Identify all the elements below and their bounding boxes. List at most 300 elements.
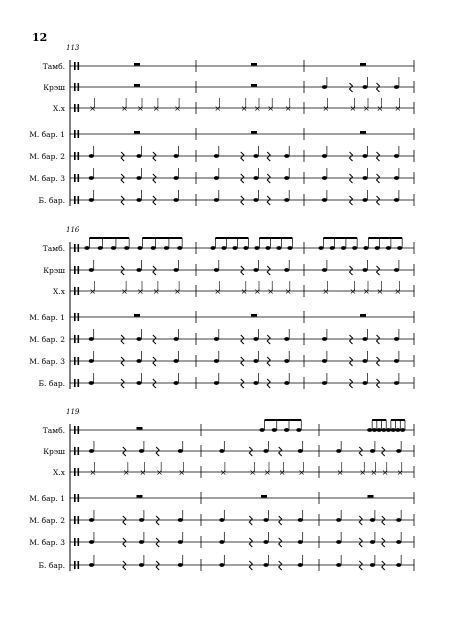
rest (377, 152, 380, 161)
percussion-clef (74, 468, 76, 476)
rest (267, 152, 270, 161)
rest (267, 266, 270, 275)
note-head (362, 85, 367, 89)
note-head (178, 540, 183, 544)
percussion-clef (74, 266, 76, 274)
x-note-head: × (240, 104, 248, 113)
rest (267, 357, 270, 366)
note-head (386, 428, 391, 432)
x-note-head: × (121, 104, 128, 113)
instrument-label: М. бар. 2 (29, 335, 65, 344)
rest (153, 335, 156, 344)
note-head (372, 428, 377, 432)
rest (359, 447, 362, 456)
rest (121, 335, 124, 344)
x-note-head: × (156, 468, 163, 477)
note-head (164, 246, 169, 250)
percussion-clef (74, 62, 76, 70)
x-note-head: × (376, 287, 384, 296)
rest (350, 196, 353, 205)
note-head (284, 154, 289, 158)
rest (123, 538, 126, 547)
note-beam (215, 237, 248, 239)
whole-rest (251, 131, 257, 134)
instrument-label: М. бар. 1 (29, 130, 65, 139)
percussion-clef (74, 196, 76, 204)
note-head (174, 381, 179, 385)
note-head (322, 268, 327, 272)
whole-rest (134, 314, 140, 317)
note-head (263, 540, 268, 544)
instrument-label: Х.х (53, 104, 65, 113)
note-head (214, 381, 219, 385)
note-head (362, 198, 367, 202)
note-head (391, 428, 396, 432)
note-head (287, 246, 292, 250)
note-head (394, 176, 399, 180)
note-head (341, 246, 346, 250)
instrument-label: М. бар. 1 (29, 494, 65, 503)
rest (377, 357, 380, 366)
instrument-label: Х.х (53, 287, 65, 296)
x-note-head: × (322, 287, 330, 296)
note-head (330, 246, 335, 250)
note-head (89, 337, 94, 341)
rest (249, 538, 252, 547)
note-head (265, 246, 270, 250)
note-beam (368, 237, 402, 239)
instrument-label: Крэш (43, 83, 65, 92)
rest (249, 516, 252, 525)
rest (156, 538, 159, 547)
note-head (394, 198, 399, 202)
x-note-head: × (394, 104, 402, 113)
note-head (396, 449, 401, 453)
note-head (352, 246, 357, 250)
rest (121, 196, 124, 205)
instrument-label: Х.х (53, 468, 65, 477)
measure-number: 113 (66, 44, 80, 52)
note-head (254, 246, 259, 250)
x-note-head: × (249, 468, 257, 477)
whole-rest (360, 131, 366, 134)
percussion-clef (78, 196, 80, 204)
rest (350, 335, 353, 344)
rest (156, 561, 159, 570)
note-head (98, 246, 103, 250)
rest (279, 447, 282, 456)
measure-number: 119 (66, 408, 80, 416)
note-head (370, 563, 375, 567)
rest (153, 379, 156, 388)
rest (267, 174, 270, 183)
instrument-label: Крэш (43, 266, 65, 275)
note-head (253, 154, 258, 158)
note-head (89, 359, 94, 363)
instrument-label: Крэш (43, 447, 65, 456)
note-head (253, 359, 258, 363)
instrument-label: М. бар. 3 (29, 538, 65, 547)
percussion-clef (74, 335, 76, 343)
whole-rest (360, 314, 366, 317)
note-head (370, 540, 375, 544)
note-head (396, 518, 401, 522)
x-note-head: × (284, 104, 292, 113)
x-note-head: × (278, 468, 286, 477)
instrument-label: Б. бар. (38, 561, 65, 570)
rest (123, 447, 126, 456)
rest (241, 379, 244, 388)
rest (121, 357, 124, 366)
x-note-head: × (394, 287, 402, 296)
note-head (394, 154, 399, 158)
note-head (322, 198, 327, 202)
instrument-label: Тамб. (42, 244, 65, 253)
note-head (322, 154, 327, 158)
x-note-head: × (349, 287, 357, 296)
whole-rest (261, 495, 267, 498)
instrument-label: М. бар. 2 (29, 516, 65, 525)
x-note-head: × (89, 104, 97, 113)
note-head (284, 337, 289, 341)
percussion-clef (74, 130, 76, 138)
whole-rest (251, 84, 257, 87)
percussion-clef (74, 357, 76, 365)
note-head (214, 176, 219, 180)
note-head (139, 449, 144, 453)
note-head (336, 540, 341, 544)
note-head (139, 518, 144, 522)
note-head (394, 337, 399, 341)
whole-rest (134, 131, 140, 134)
percussion-clef (78, 174, 80, 182)
note-head (253, 268, 258, 272)
x-note-head: × (376, 104, 384, 113)
note-head (124, 246, 129, 250)
rest (156, 447, 159, 456)
note-head (210, 246, 215, 250)
instrument-label: М. бар. 3 (29, 357, 65, 366)
instrument-label: Б. бар. (38, 196, 65, 205)
note-head (174, 176, 179, 180)
rest (241, 266, 244, 275)
note-head (174, 359, 179, 363)
note-head (89, 449, 94, 453)
note-head (214, 268, 219, 272)
note-head (139, 563, 144, 567)
rest (377, 335, 380, 344)
note-head (243, 246, 248, 250)
note-head (89, 540, 94, 544)
rest (382, 516, 385, 525)
x-note-head: × (359, 468, 366, 477)
percussion-clef (78, 447, 80, 455)
rest (153, 152, 156, 161)
note-head (89, 563, 94, 567)
rest (359, 561, 362, 570)
note-head (178, 449, 183, 453)
note-head (284, 359, 289, 363)
x-note-head: × (370, 468, 378, 477)
percussion-clef (78, 335, 80, 343)
note-head (370, 449, 375, 453)
x-note-head: × (214, 287, 222, 296)
percussion-clef (78, 538, 80, 546)
rest (279, 561, 282, 570)
note-head (322, 359, 327, 363)
rest (377, 196, 380, 205)
note-head (214, 359, 219, 363)
percussion-clef (74, 244, 76, 252)
percussion-clef (78, 244, 80, 252)
note-head (89, 154, 94, 158)
rest (153, 174, 156, 183)
note-head (178, 563, 183, 567)
rest (121, 174, 124, 183)
note-head (298, 449, 303, 453)
note-head (377, 428, 382, 432)
percussion-clef (74, 561, 76, 569)
rest (382, 538, 385, 547)
note-head (322, 85, 327, 89)
rest (350, 83, 353, 92)
percussion-clef (74, 538, 76, 546)
note-head (395, 428, 400, 432)
rest (350, 266, 353, 275)
x-note-head: × (349, 104, 357, 113)
percussion-clef (74, 174, 76, 182)
note-head (284, 198, 289, 202)
note-head (253, 381, 258, 385)
percussion-clef (78, 357, 80, 365)
rest (153, 266, 156, 275)
note-beam (259, 237, 292, 239)
rest (279, 516, 282, 525)
rest (156, 516, 159, 525)
note-head (136, 198, 141, 202)
note-head (362, 337, 367, 341)
note-head (284, 268, 289, 272)
x-note-head: × (264, 468, 271, 477)
percussion-clef (78, 494, 80, 502)
note-head (400, 428, 405, 432)
instrument-label: М. бар. 1 (29, 313, 65, 322)
note-head (136, 359, 141, 363)
rest (359, 516, 362, 525)
note-head (362, 381, 367, 385)
x-note-head: × (122, 468, 130, 477)
note-head (253, 337, 258, 341)
x-note-head: × (254, 287, 261, 296)
note-head (136, 176, 141, 180)
note-head (84, 246, 89, 250)
page-number: 12 (32, 31, 48, 44)
note-head (263, 518, 268, 522)
rest (249, 561, 252, 570)
note-head (221, 246, 226, 250)
note-head (318, 246, 323, 250)
instrument-label: М. бар. 3 (29, 174, 65, 183)
percussion-clef (74, 104, 76, 112)
rest (382, 561, 385, 570)
note-head (394, 268, 399, 272)
note-head (136, 154, 141, 158)
percussion-clef (78, 313, 80, 321)
note-head (394, 85, 399, 89)
x-note-head: × (152, 104, 160, 113)
percussion-clef (78, 561, 80, 569)
x-note-head: × (267, 287, 274, 296)
note-head (219, 449, 224, 453)
note-beam (391, 419, 405, 421)
percussion-clef (74, 152, 76, 160)
rest (359, 538, 362, 547)
whole-rest (251, 63, 257, 66)
note-head (174, 337, 179, 341)
note-head (298, 563, 303, 567)
rest (382, 447, 385, 456)
note-head (386, 246, 391, 250)
note-head (174, 198, 179, 202)
x-note-head: × (137, 287, 144, 296)
x-note-head: × (396, 468, 404, 477)
rest (377, 379, 380, 388)
note-head (362, 359, 367, 363)
note-head (336, 449, 341, 453)
note-head (253, 198, 258, 202)
note-head (363, 246, 368, 250)
rest (241, 335, 244, 344)
note-head (214, 337, 219, 341)
x-note-head: × (322, 104, 330, 113)
instrument-label: Тамб. (42, 426, 65, 435)
note-head (298, 540, 303, 544)
note-head (370, 518, 375, 522)
note-head (322, 337, 327, 341)
x-note-head: × (214, 104, 222, 113)
rest (279, 538, 282, 547)
x-note-head: × (298, 468, 306, 477)
note-head (174, 154, 179, 158)
whole-rest (251, 314, 257, 317)
x-note-head: × (381, 468, 389, 477)
note-head (214, 198, 219, 202)
rest (350, 357, 353, 366)
rest (249, 447, 252, 456)
x-note-head: × (336, 468, 344, 477)
rest (153, 357, 156, 366)
note-head (284, 176, 289, 180)
rest (123, 516, 126, 525)
x-note-head: × (363, 287, 370, 296)
percussion-clef (74, 516, 76, 524)
percussion-clef (74, 313, 76, 321)
note-head (139, 540, 144, 544)
percussion-clef (78, 287, 80, 295)
note-head (177, 246, 182, 250)
x-note-head: × (89, 287, 97, 296)
note-head (89, 381, 94, 385)
whole-rest (137, 427, 143, 430)
rest (350, 152, 353, 161)
percussion-clef (74, 379, 76, 387)
note-head (381, 428, 386, 432)
note-beam (372, 419, 386, 421)
note-beam (323, 237, 357, 239)
note-head (89, 198, 94, 202)
note-head (396, 563, 401, 567)
rest (350, 174, 353, 183)
note-head (136, 381, 141, 385)
note-head (284, 381, 289, 385)
note-head (322, 381, 327, 385)
percussion-clef (74, 426, 76, 434)
note-head (284, 428, 289, 432)
percussion-clef (74, 287, 76, 295)
note-head (219, 563, 224, 567)
instrument-label: Тамб. (42, 62, 65, 71)
note-head (322, 176, 327, 180)
rest (241, 357, 244, 366)
note-head (298, 518, 303, 522)
note-head (336, 563, 341, 567)
note-head (174, 268, 179, 272)
note-head (136, 337, 141, 341)
note-head (137, 246, 142, 250)
x-note-head: × (174, 104, 181, 113)
rest (121, 152, 124, 161)
note-head (214, 154, 219, 158)
rest (267, 379, 270, 388)
note-head (396, 540, 401, 544)
x-note-head: × (178, 468, 186, 477)
percussion-clef (78, 104, 80, 112)
note-head (272, 428, 277, 432)
note-head (362, 154, 367, 158)
percussion-clef (78, 426, 80, 434)
whole-rest (134, 84, 140, 87)
note-head (89, 268, 94, 272)
percussion-clef (74, 83, 76, 91)
note-head (151, 246, 156, 250)
rest (123, 561, 126, 570)
note-head (362, 268, 367, 272)
note-head (263, 449, 268, 453)
whole-rest (137, 495, 143, 498)
note-head (336, 518, 341, 522)
note-head (394, 381, 399, 385)
percussion-clef (74, 447, 76, 455)
note-head (136, 268, 141, 272)
instrument-label: М. бар. 2 (29, 152, 65, 161)
whole-rest (134, 63, 140, 66)
x-note-head: × (267, 104, 274, 113)
rest (241, 174, 244, 183)
note-head (178, 518, 183, 522)
note-head (397, 246, 402, 250)
x-note-head: × (254, 104, 261, 113)
rest (377, 83, 380, 92)
rest (377, 266, 380, 275)
note-head (219, 540, 224, 544)
x-note-head: × (240, 287, 248, 296)
note-head (367, 428, 372, 432)
x-note-head: × (121, 287, 128, 296)
note-head (111, 246, 116, 250)
rest (121, 379, 124, 388)
percussion-clef (78, 468, 80, 476)
percussion-clef (78, 516, 80, 524)
